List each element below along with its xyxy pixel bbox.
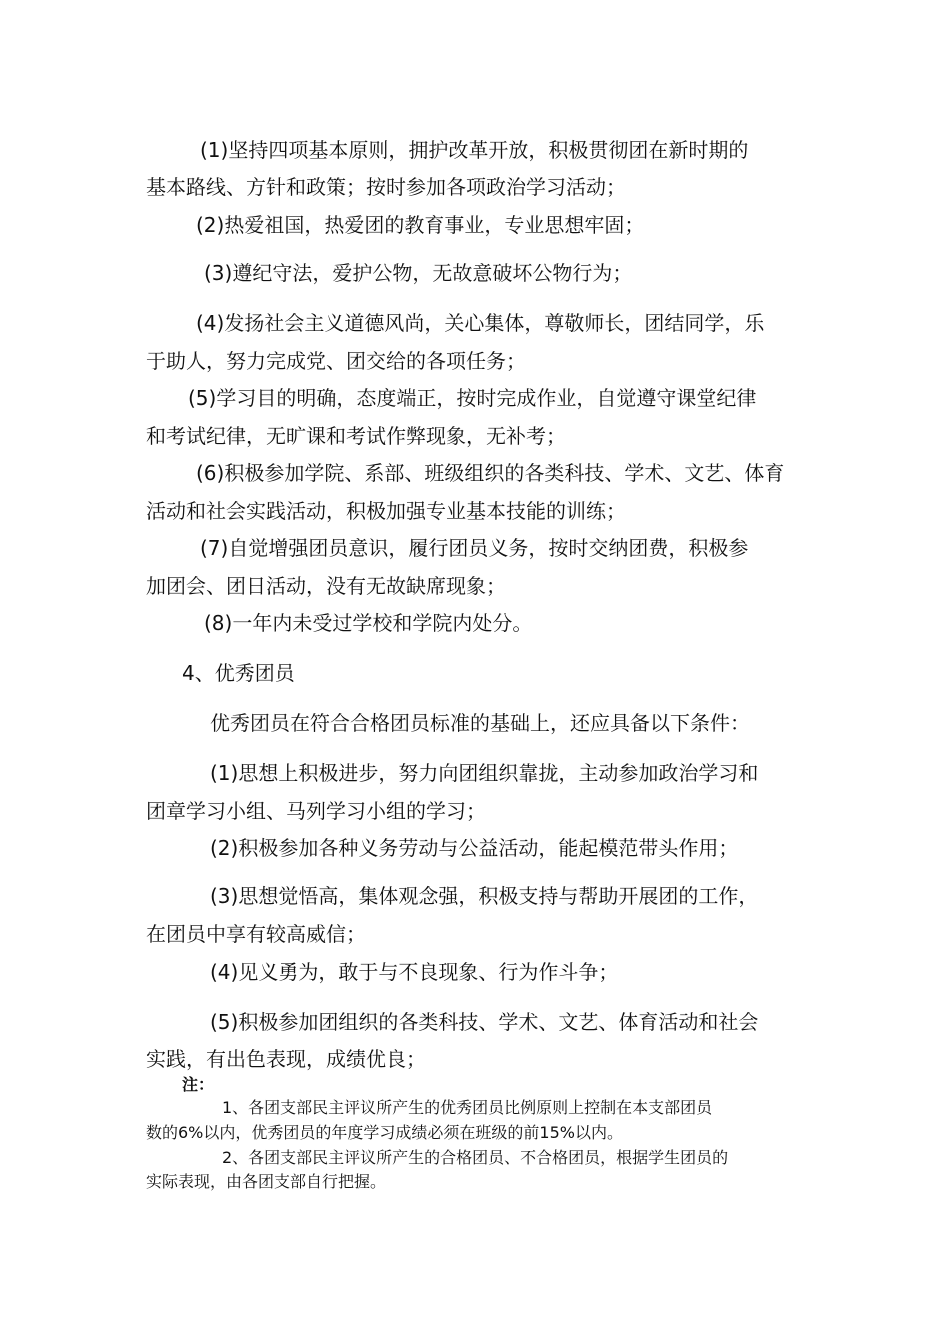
note-item-2-line-2: 实际表现，由各团支部自行把握。: [146, 1172, 387, 1191]
qualified-item-7-line-2: 加团会、团日活动，没有无故缺席现象；: [146, 574, 506, 598]
excellent-item-1-line-1: (1)思想上积极进步，努力向团组织靠拢，主动参加政治学习和: [210, 761, 759, 785]
qualified-item-2: (2)热爱祖国，热爱团的教育事业，专业思想牢固；: [196, 213, 645, 237]
note-item-2-line-1: 2、各团支部民主评议所产生的合格团员、不合格团员，根据学生团员的: [222, 1148, 729, 1167]
qualified-item-1-line-1: (1)坚持四项基本原则，拥护改革开放，积极贯彻团在新时期的: [200, 138, 749, 162]
excellent-item-4: (4)见义勇为，敢于与不良现象、行为作斗争；: [210, 960, 619, 984]
qualified-item-6-line-2: 活动和社会实践活动，积极加强专业基本技能的训练；: [146, 499, 626, 523]
qualified-item-6-line-1: (6)积极参加学院、系部、班级组织的各类科技、学术、文艺、体育: [196, 461, 785, 485]
note-item-1-line-1: 1、各团支部民主评议所产生的优秀团员比例原则上控制在本支部团员: [222, 1098, 713, 1117]
excellent-item-2: (2)积极参加各种义务劳动与公益活动，能起模范带头作用；: [210, 836, 739, 860]
excellent-item-3-line-1: (3)思想觉悟高，集体观念强，积极支持与帮助开展团的工作，: [210, 884, 759, 908]
excellent-item-3-line-2: 在团员中享有较高威信；: [146, 922, 366, 946]
excellent-intro: 优秀团员在符合合格团员标准的基础上，还应具备以下条件：: [210, 711, 750, 735]
excellent-item-5-line-1: (5)积极参加团组织的各类科技、学术、文艺、体育活动和社会: [210, 1010, 759, 1034]
notes-title: 注：: [182, 1075, 215, 1094]
note-item-1-line-2: 数的6%以内，优秀团员的年度学习成绩必须在班级的前15%以内。: [146, 1123, 623, 1142]
section-heading-excellent: 4、优秀团员: [182, 661, 295, 685]
qualified-item-5-line-1: (5)学习目的明确，态度端正，按时完成作业，自觉遵守课堂纪律: [188, 386, 757, 410]
qualified-item-3: (3)遵纪守法，爱护公物，无故意破坏公物行为；: [204, 261, 633, 285]
qualified-item-4-line-1: (4)发扬社会主义道德风尚，关心集体，尊敬师长，团结同学，乐: [196, 311, 765, 335]
qualified-item-5-line-2: 和考试纪律，无旷课和考试作弊现象，无补考；: [146, 424, 566, 448]
qualified-item-7-line-1: (7)自觉增强团员意识，履行团员义务，按时交纳团费，积极参: [200, 536, 749, 560]
excellent-item-1-line-2: 团章学习小组、马列学习小组的学习；: [146, 799, 486, 823]
qualified-item-8: (8)一年内未受过学校和学院内处分。: [204, 611, 533, 635]
excellent-item-5-line-2: 实践，有出色表现，成绩优良；: [146, 1047, 426, 1071]
qualified-item-4-line-2: 于助人，努力完成党、团交给的各项任务；: [146, 349, 526, 373]
qualified-item-1-line-2: 基本路线、方针和政策；按时参加各项政治学习活动；: [146, 175, 626, 199]
